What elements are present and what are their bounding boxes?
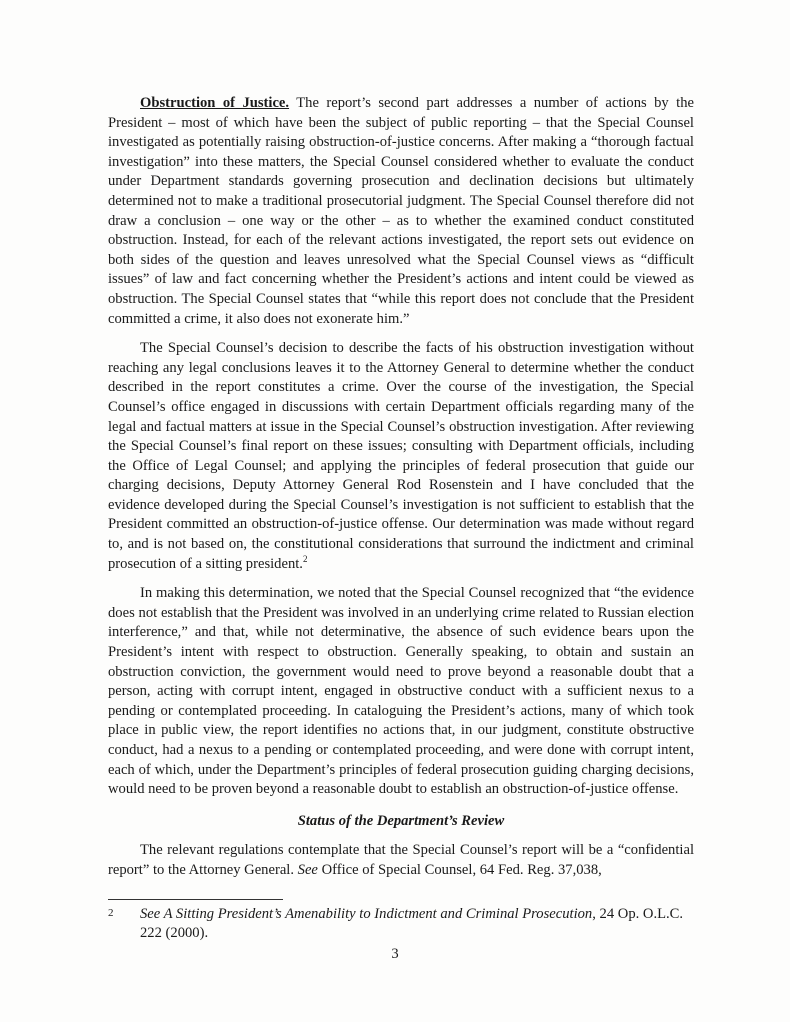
body-text: [108, 94, 694, 891]
page-number: 3: [391, 946, 399, 962]
subheading-status: Status of the Department’s Review: [297, 812, 505, 829]
paragraph-regulations: [108, 841, 694, 880]
footnote: [108, 905, 694, 943]
paragraph-text: In making this determination, we noted that the Special Counsel recognized that “the evidence does not establish that the President was involved in an underlying crime related to Russian election interference,” and that, while not determinative, the absence of such evidence bears upon the President’s intent with respect to obstruction. Generally speaking, to obtain and sustain an obstruction conviction, the government would need to prove beyond a reasonable doubt that a person, acting with corrupt intent, engaged in obstructive conduct with a sufficient nexus to a pending or contemplated proceeding. In cataloguing the President’s actions, many of which took place in public view, the report identifies no actions that, in our judgment, constitute obstructive conduct, had a nexus to a pending or contemplated proceeding, and were done with corrupt intent, each of which, under the Department’s principles of federal prosecution guiding charging decisions, would need to be proven beyond a reasonable doubt to establish an obstruction-of-justice offense.: [108, 585, 694, 798]
footnote-citation: See A Sitting President’s Amenability to Indictment and Criminal Prosecution: [140, 906, 593, 922]
section-heading: Obstruction of Justice.: [140, 95, 290, 111]
citation-signal: See: [297, 861, 318, 878]
paragraph-obstruction-of-justice: [108, 94, 694, 329]
paragraph-text: The report’s second part addresses a number of actions by the President – most of which have been the subject of public reporting – that the Special Counsel investigated as potentially raising obstruction-of-justice concerns. After making a “thorough factual investigation” into these matters, the Special Counsel considered whether to evaluate the conduct under Department standards governing prosecution and declination decisions but ultimately determined not to make a traditional prosecutorial judgment. The Special Counsel therefore did not draw a conclusion – one way or the other – as to whether the examined conduct constituted obstruction. Instead, for each of the relevant actions investigated, the report sets out evidence on both sides of the question and leaves unresolved what the Special Counsel views as “difficult issues” of law and fact concerning whether the President’s actions and intent could be viewed as obstruction. The Special Counsel states that “while this report does not conclude that the President committed a crime, it also does not exonerate him.”: [108, 95, 694, 327]
footnote-reference: 2: [302, 553, 308, 564]
footnote-divider: [108, 899, 283, 900]
paragraph-text-continued: Office of Special Counsel, 64 Fed. Reg. 37,038,: [317, 861, 602, 878]
paragraph-determination: [108, 584, 694, 800]
footnote-text: [140, 905, 694, 943]
paragraph-decision: [108, 339, 694, 574]
paragraph-text: The relevant regulations contemplate that the Special Counsel’s report will be a “confidential report” to the Attorney General.: [108, 842, 694, 878]
footnote-number: 2: [108, 907, 114, 919]
footnote-citation-detail: , 24 Op. O.L.C. 222 (2000).: [140, 906, 684, 941]
paragraph-text: The Special Counsel’s decision to describe the facts of his obstruction investigation without reaching any legal conclusions leaves it to the Attorney General to determine whether the conduct described in the report constitutes a crime. Over the course of the investigation, the Special Counsel’s office engaged in discussions with certain Department officials regarding many of the legal and factual matters at issue in the Special Counsel’s obstruction investigation. After reviewing the Special Counsel’s final report on these issues; consulting with Department officials, including the Office of Legal Counsel; and applying the principles of federal prosecution that guide our charging decisions, Deputy Attorney General Rod Rosenstein and I have concluded that the evidence developed during the Special Counsel’s investigation is not sufficient to establish that the President committed an obstruction-of-justice offense. Our determination was made without regard to, and is not based on, the constitutional considerations that surround the indictment and criminal prosecution of a sitting president.: [108, 340, 694, 572]
